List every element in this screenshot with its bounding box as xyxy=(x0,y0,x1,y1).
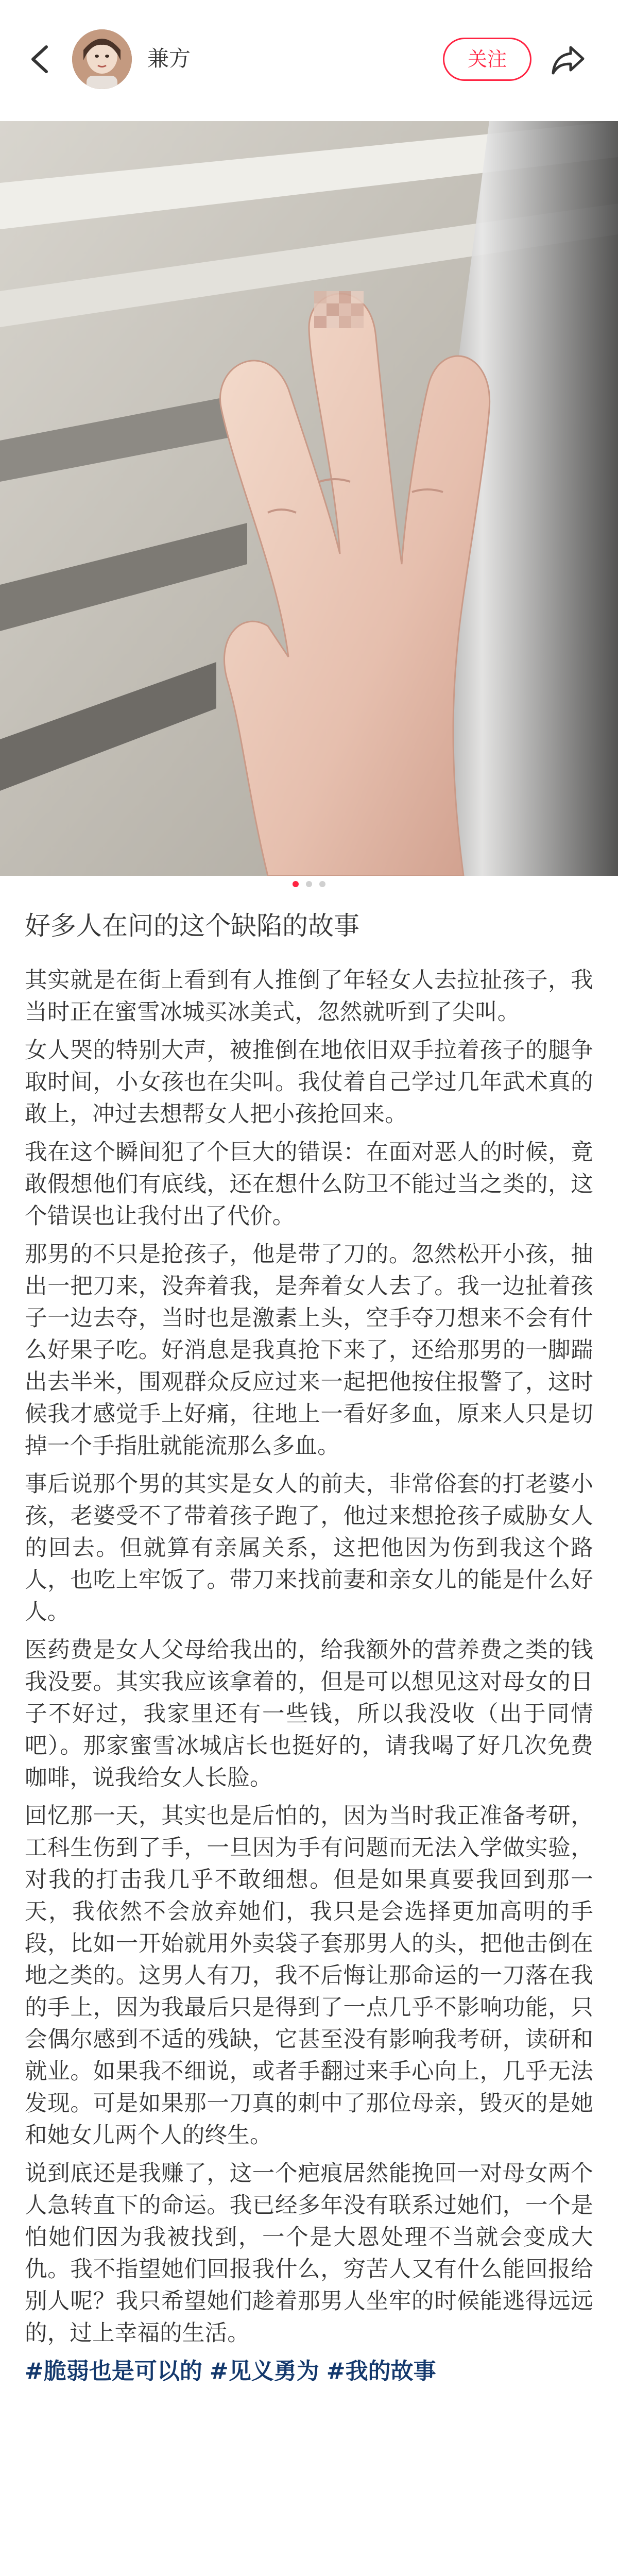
post-paragraph: 说到底还是我赚了，这一个疤痕居然能挽回一对母女两个人急转直下的命运。我已经多年没有联系过她们，一个是怕她们因为我被找到，一个是大恩处理不当就会变成大仇。我不指望她们回报我什么，穷苦人又有什么能回报给别人呢？我只希望她们趁着那男人坐牢的时候能逃得远远的，过上幸福的生活。 xyxy=(25,2161,593,2346)
carousel-indicator xyxy=(0,881,618,891)
post-title: 好多人在问的这个缺陷的故事 xyxy=(25,911,359,941)
carousel-dot[interactable] xyxy=(319,881,325,887)
post-image[interactable] xyxy=(0,121,618,876)
author-avatar[interactable] xyxy=(72,29,132,89)
hashtag-link[interactable]: #脆弱也是可以的 xyxy=(25,2358,202,2384)
hashtag-list xyxy=(25,2355,593,2387)
top-bar xyxy=(0,0,618,121)
post-paragraph: 我在这个瞬间犯了个巨大的错误：在面对恶人的时候，竟敢假想他们有底线，还在想什么防卫不能过当之类的，这个错误也让我付出了代价。 xyxy=(25,1140,593,1229)
carousel-dot[interactable] xyxy=(293,881,299,887)
post-paragraph: 其实就是在街上看到有人推倒了年轻女人去拉扯孩子，我当时正在蜜雪冰城买冰美式，忽然就听到了尖叫。 xyxy=(25,968,593,1025)
chevron-left-icon xyxy=(28,44,52,75)
post-paragraph: 回忆那一天，其实也是后怕的，因为当时我正准备考研，工科生伤到了手，一旦因为手有问题而无法入学做实验，对我的打击我几乎不敢细想。但是如果真要我回到那一天，我依然不会放弃她们，我只是会选择更加高明的手段，比如一开始就用外卖袋子套那男人的头，把他击倒在地之类的。这男人有刀，我不后悔让那命运的一刀落在我的手上，因为我最后只是得到了一点几乎不影响功能，只会偶尔感到不适的残缺，它甚至没有影响我考研，读研和就业。如果我不细说，或者手翻过来手心向上，几乎无法发现。可是如果那一刀真的刺中了那位母亲，毁灭的是她和她女儿两个人的终生。 xyxy=(25,1803,593,2148)
carousel-dot[interactable] xyxy=(306,881,312,887)
post-paragraph: 那男的不只是抢孩子，他是带了刀的。忽然松开小孩，抽出一把刀来，没奔着我，是奔着女人去了。我一边扯着孩子一边去夺，当时也是激素上头，空手夺刀想来不会有什么好果子吃。好消息是我真抢下来了，还给那男的一脚踹出去半米，围观群众反应过来一起把他按住报警了，这时候我才感觉手上好痛，往地上一看好多血，原来人只是切掉一个手指肚就能流那么多血。 xyxy=(25,1242,593,1459)
post-paragraph: 事后说那个男的其实是女人的前夫，非常俗套的打老婆小孩，老婆受不了带着孩子跑了，他过来想抢孩子威胁女人的回去。但就算有亲属关系，这把他因为伤到我这个路人，也吃上牢饭了。带刀来找前妻和亲女儿的能是什么好人。 xyxy=(25,1471,593,1625)
author-name[interactable]: 兼方 xyxy=(147,46,191,71)
share-button[interactable] xyxy=(545,37,591,83)
back-button[interactable] xyxy=(16,36,63,82)
post-paragraph: 医药费是女人父母给我出的，给我额外的营养费之类的钱我没要。其实我应该拿着的，但是可以想见这对母女的日子不好过，我家里还有一些钱，所以我没收（出于同情吧）。那家蜜雪冰城店长也挺好的，请我喝了好几次免费咖啡，说我给女人长脸。 xyxy=(25,1637,593,1791)
share-icon xyxy=(550,44,586,76)
hashtag-link[interactable]: #我的故事 xyxy=(326,2358,436,2384)
hand-photo xyxy=(0,121,618,876)
avatar-image xyxy=(72,29,132,89)
hashtag-link[interactable]: #见义勇为 xyxy=(209,2358,319,2384)
post-body xyxy=(25,964,593,2387)
post-paragraph: 女人哭的特别大声，被推倒在地依旧双手拉着孩子的腿争取时间，小女孩也在尖叫。我仗着自己学过几年武术真的敢上，冲过去想帮女人把小孩抢回来。 xyxy=(25,1038,593,1127)
follow-button[interactable]: 关注 xyxy=(443,38,531,81)
